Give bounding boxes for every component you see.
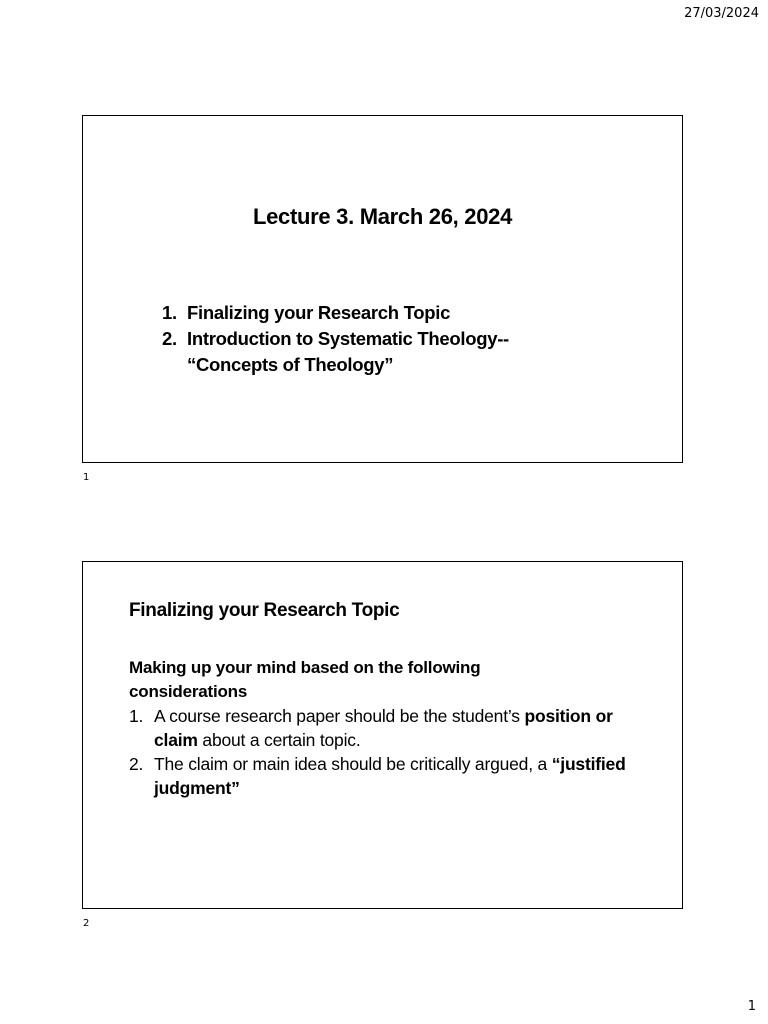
- list-item-line-2: “Concepts of Theology”: [187, 354, 394, 375]
- list-item: [129, 704, 629, 752]
- list-item-text: Finalizing your Research Topic: [187, 302, 451, 323]
- page-number: 1: [747, 999, 756, 1014]
- list-item-number: 1.: [129, 706, 144, 726]
- list-item-text: [187, 326, 509, 378]
- slide-2-intro: Making up your mind based on the following considerations: [129, 658, 481, 701]
- slide-2: [82, 561, 683, 909]
- list-item-text-part-1: The claim or main idea should be critically argued, a: [154, 754, 552, 774]
- list-item-text: [154, 704, 629, 752]
- list-item-number: 2.: [129, 754, 144, 774]
- list-item: [129, 752, 629, 800]
- list-item-text: [154, 752, 629, 800]
- slide-2-number: 2: [83, 918, 90, 929]
- list-item-number: 2.: [162, 328, 177, 349]
- list-item: [162, 300, 509, 326]
- slide-1-number: 1: [83, 472, 90, 483]
- list-item-text-part-2: about a certain topic.: [197, 730, 361, 750]
- slide-2-title: Finalizing your Research Topic: [129, 600, 400, 621]
- list-item-text-part-1: A course research paper should be the student’s: [154, 706, 525, 726]
- slide-1: [82, 115, 683, 463]
- list-item-number: 1.: [162, 302, 177, 323]
- slide-2-considerations-list: [129, 704, 629, 800]
- print-date: 27/03/2024: [684, 6, 759, 21]
- slide-1-title: Lecture 3. March 26, 2024: [252, 204, 513, 229]
- slide-1-agenda-list: [162, 300, 509, 378]
- list-item: [162, 326, 509, 378]
- list-item-line-1: Introduction to Systematic Theology--: [187, 328, 509, 349]
- list-item-emphasis: position or claim: [154, 706, 613, 750]
- list-item-emphasis: “justified judgment”: [154, 754, 626, 798]
